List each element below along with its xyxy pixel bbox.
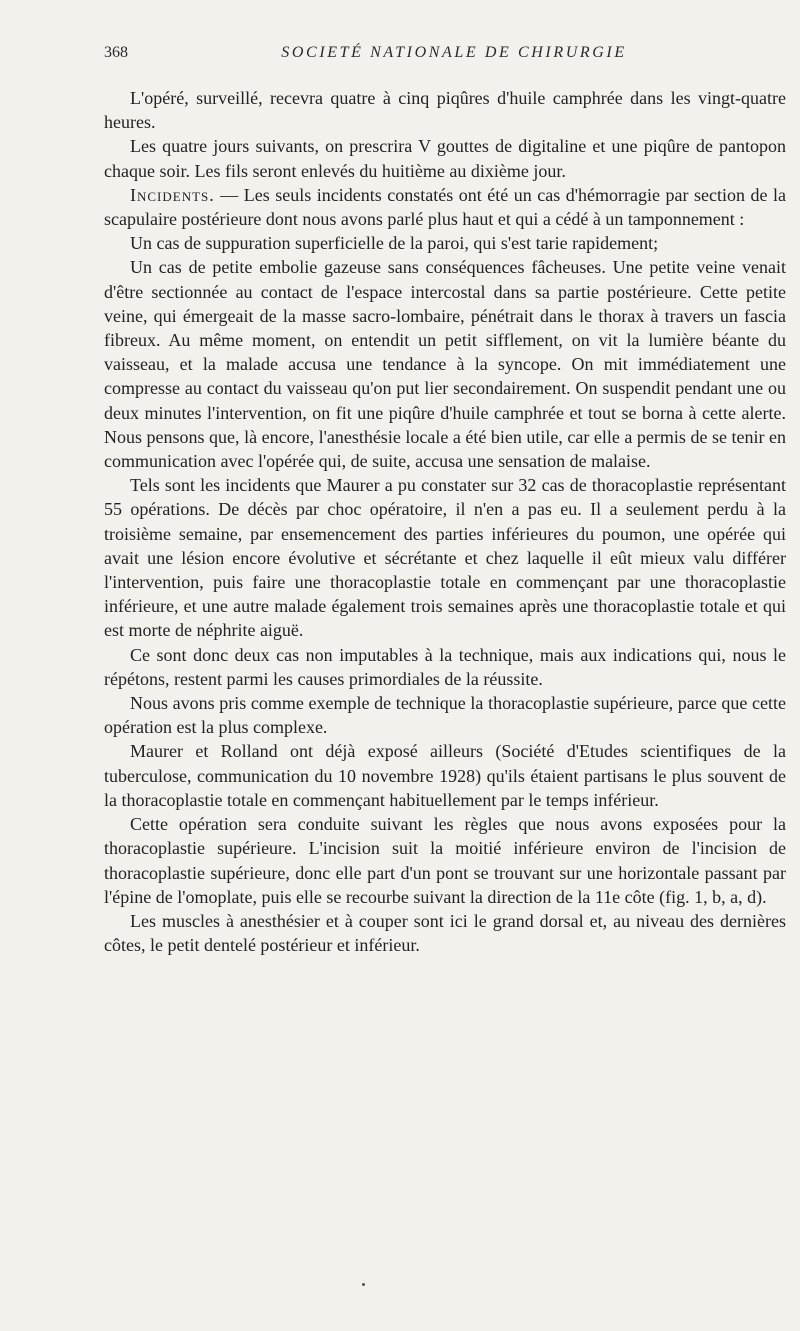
paragraph: [104, 183, 786, 231]
body-text: [104, 86, 786, 957]
paragraph: Ce sont donc deux cas non imputables à la technique, mais aux indications qui, nous le répétons, restent parmi les causes primordiales de la réussite.: [104, 644, 786, 689]
paragraph: Tels sont les incidents que Maurer a pu constater sur 32 cas de thoracoplastie représentant 55 opérations. De décès par choc opératoire, il n'en a pas eu. Il a seulement perdu à la troisième semaine, par ensemencement des parties inférieures du poumon, une opérée qui avait une lésion encore évolutive et sécrétante et chez laquelle il eût mieux valu différer l'intervention, puis faire une thoracoplastie totale en commençant par une thoracoplastie inférieure, et une autre malade également trois semaines après une thoracoplastie totale et qui est morte de néphrite aiguë.: [104, 475, 786, 641]
paragraph-text: — Les seuls incidents constatés ont été un cas d'hémorragie par section de la scapulaire postérieure dont nous avons parlé plus haut et qui a cédé à un tamponnement :: [104, 184, 786, 230]
paragraph: Les muscles à anesthésier et à couper sont ici le grand dorsal et, au niveau des dernières côtes, le petit dentelé postérieur et inférieur.: [104, 910, 786, 956]
paragraph: L'opéré, surveillé, recevra quatre à cinq piqûres d'huile camphrée dans les vingt-quatre heures.: [104, 88, 786, 133]
section-lead: Incidents.: [130, 184, 215, 205]
page-number: 368: [104, 44, 128, 61]
paragraph: Nous avons pris comme exemple de technique la thoracoplastie supérieure, parce que cette opération est la plus complexe.: [104, 693, 786, 738]
paragraph: Maurer et Rolland ont déjà exposé ailleurs (Société d'Etudes scientifiques de la tuberculose, communication du 10 novembre 1928) qu'ils étaient partisans le plus souvent de la thoracoplastie totale en commençant habituellement par le temps inférieur.: [104, 741, 786, 810]
paragraph: Un cas de petite embolie gazeuse sans conséquences fâcheuses. Une petite veine venait d'être sectionnée au contact de l'espace intercostal dans sa partie postérieure. Cette petite veine, qui émergeait de la masse sacro-lombaire, pénétrait dans le thorax à travers un fascia fibreux. Au même moment, on entendit un petit sifflement, on vit la lumière béante du vaisseau, et la malade accusa une tendance à la syncope. On mit immédiatement une compresse au contact du vaisseau qu'on put lier secondairement. On suspendit pendant une ou deux minutes l'intervention, on fit une piqûre d'huile camphrée et tout se borna à cette alerte. Nous pensons que, là encore, l'anesthésie locale a été bien utile, car elle a permis de se tenir en communication avec l'opérée qui, de suite, accusa une sensation de malaise.: [104, 257, 786, 472]
paragraph: Un cas de suppuration superficielle de la paroi, qui s'est tarie rapidement;: [130, 233, 659, 254]
print-speck: [362, 1283, 365, 1286]
running-title: SOCIETÉ NATIONALE DE CHIRURGIE: [281, 44, 627, 61]
page-header: [104, 44, 784, 66]
paragraph: Cette opération sera conduite suivant les règles que nous avons exposées pour la thoracoplastie supérieure. L'incision suit la moitié inférieure environ de l'incision de thoracoplastie supérieure, donc elle part d'un pont se trouvant sur une horizontale passant par l'épine de l'omoplate, puis elle se recourbe suivant la direction de la 11e côte (fig. 1, b, a, d).: [104, 814, 786, 907]
paragraph: Les quatre jours suivants, on prescrira V gouttes de digitaline et une piqûre de pantopon chaque soir. Les fils seront enlevés du huitième au dixième jour.: [104, 136, 786, 181]
